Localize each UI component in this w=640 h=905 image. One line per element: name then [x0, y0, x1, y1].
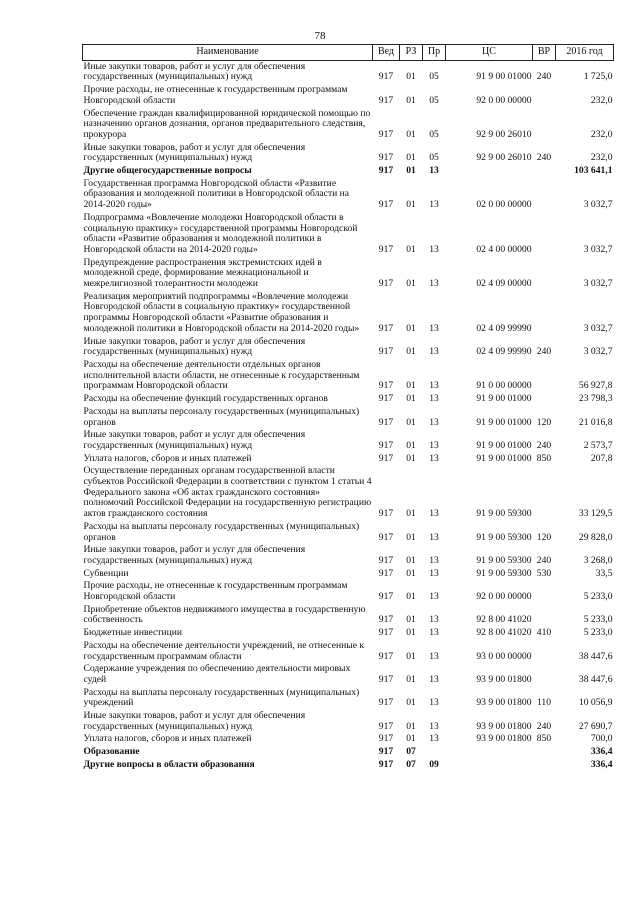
row-cs: 93 9 00 01800	[476, 697, 532, 709]
table-row	[83, 453, 614, 466]
row-name: Прочие расходы, не отнесенные к государственным программам Новгородской области	[83, 84, 348, 106]
row-pr: 13	[429, 733, 439, 745]
row-rz: 01	[406, 733, 416, 745]
row-vr	[533, 393, 556, 406]
row-name: Образование	[83, 746, 140, 758]
row-vr: 240	[536, 554, 552, 566]
row-amount: 2 573,7	[583, 439, 613, 451]
row-cs: 92 8 00 41020	[476, 614, 532, 626]
row-rz: 07	[406, 758, 416, 770]
table-row	[83, 627, 614, 640]
row-vr	[533, 257, 556, 291]
row-ved: 917	[378, 322, 394, 334]
row-ved: 917	[378, 746, 394, 758]
row-ved: 917	[378, 152, 394, 164]
row-cs: 91 9 00 01000	[476, 416, 532, 428]
row-ved: 917	[378, 452, 394, 464]
table-row	[83, 746, 614, 759]
row-vr: 850	[536, 452, 552, 464]
table-row	[83, 291, 614, 336]
row-cs: 02 4 09 99990	[476, 346, 532, 358]
row-amount: 33,5	[595, 567, 613, 579]
row-rz: 07	[406, 746, 416, 758]
row-pr: 05	[429, 71, 439, 83]
row-name: Реализация мероприятий подпрограммы «Вовлечение молодежи Новгородской области в социальную практику» государственной программы Новгородской области «Развитие образования и молодежной политики в Новгородской области на 2014-2020 годы»	[83, 290, 360, 334]
row-pr: 13	[429, 322, 439, 334]
row-name: Расходы на выплаты персоналу государственных (муниципальных) учреждений	[83, 686, 360, 709]
row-cs: 91 9 00 01000	[476, 439, 532, 451]
row-ved: 917	[378, 554, 394, 566]
row-name: Расходы на выплаты персоналу государственных (муниципальных) органов	[83, 520, 360, 543]
table-row	[83, 733, 614, 746]
row-pr: 05	[429, 94, 439, 106]
row-rz: 01	[406, 650, 416, 662]
row-pr: 13	[429, 673, 439, 685]
row-pr: 13	[429, 346, 439, 358]
row-vr: 240	[536, 346, 552, 358]
table-row	[83, 465, 614, 521]
table-header	[83, 45, 614, 61]
row-rz: 01	[406, 322, 416, 334]
row-ved: 917	[378, 416, 394, 428]
row-pr: 13	[429, 697, 439, 709]
row-rz: 01	[406, 452, 416, 464]
row-ved: 917	[378, 508, 394, 520]
row-vr	[533, 465, 556, 521]
row-amount: 232,0	[590, 152, 613, 164]
row-name: Осуществление переданных органам государственной власти субъектов Российской Федерации в соответствии с пунктом 1 статьи 4 Федерального закона «Об актах гражданского состояния» полномочий Российской Федерации на государственную регистрацию актов гражданского состояния	[83, 465, 372, 520]
row-amount: 33 129,5	[578, 508, 613, 520]
row-name: Иные закупки товаров, работ и услуг для обеспечения государственных (муниципальных) нужд	[83, 141, 306, 164]
table-row	[83, 544, 614, 567]
table-row	[83, 406, 614, 429]
table-row	[83, 580, 614, 603]
row-rz: 01	[406, 243, 416, 255]
row-ved: 917	[378, 733, 394, 745]
row-cs: 92 9 00 26010	[476, 128, 532, 140]
row-rz: 01	[406, 591, 416, 603]
row-name: Обеспечение граждан квалифицированной юридической помощью по назначению органов дознания, органов предварительного следствия, прокурора	[83, 107, 371, 140]
row-vr: 110	[536, 697, 552, 709]
row-rz: 01	[406, 697, 416, 709]
row-name: Другие вопросы в области образования	[83, 758, 255, 770]
row-rz: 01	[406, 380, 416, 392]
row-cs: 91 9 00 59300	[476, 554, 532, 566]
row-name: Иные закупки товаров, работ и услуг для обеспечения государственных (муниципальных) нужд	[83, 544, 306, 566]
row-rz: 01	[406, 152, 416, 164]
row-vr	[533, 108, 556, 142]
row-amount: 5 233,0	[583, 591, 613, 603]
row-vr	[533, 663, 556, 686]
row-cs: 93 9 00 01800	[476, 673, 532, 685]
row-cs: 02 0 00 00000	[476, 199, 532, 211]
row-amount: 38 447,6	[578, 650, 613, 662]
table-row	[83, 687, 614, 710]
row-pr: 13	[429, 439, 439, 451]
row-pr: 13	[429, 554, 439, 566]
row-rz: 01	[406, 278, 416, 290]
table-row	[83, 84, 614, 107]
row-amount: 5 233,0	[583, 627, 613, 639]
row-cs	[446, 759, 533, 772]
table-row	[83, 604, 614, 627]
row-amount: 10 056,9	[578, 697, 613, 709]
row-pr: 13	[429, 416, 439, 428]
row-vr: 530	[536, 567, 552, 579]
table-row	[83, 663, 614, 686]
row-vr: 850	[536, 733, 552, 745]
row-cs: 92 8 00 41020	[476, 627, 532, 639]
row-cs: 02 4 00 00000	[476, 243, 532, 255]
row-name: Содержание учреждения по обеспечению деятельности мировых судей	[83, 663, 351, 685]
row-rz: 01	[406, 554, 416, 566]
row-amount: 700,0	[590, 733, 613, 745]
row-vr	[533, 165, 556, 178]
row-ved: 917	[378, 165, 394, 177]
row-ved: 917	[378, 697, 394, 709]
table-row	[83, 142, 614, 165]
table-row	[83, 640, 614, 663]
row-rz: 01	[406, 531, 416, 543]
budget-table	[82, 44, 614, 772]
row-amount: 336,4	[590, 746, 613, 758]
row-vr	[533, 212, 556, 257]
row-rz: 01	[406, 614, 416, 626]
table-row	[83, 521, 614, 544]
row-name: Государственная программа Новгородской области «Развитие образования и молодежной политики в Новгородской области на 2014-2020 годы»	[83, 177, 350, 211]
row-cs: 02 4 09 00000	[476, 278, 532, 290]
row-name: Расходы на обеспечение деятельности отдельных органов исполнительной власти области, не отнесенные к государственным программам Новгородской области	[83, 358, 360, 392]
row-name: Уплата налогов, сборов и иных платежей	[83, 452, 252, 464]
row-pr: 09	[429, 758, 439, 770]
row-vr	[533, 178, 556, 212]
row-cs: 91 9 00 01000	[476, 393, 532, 405]
table-row	[83, 359, 614, 393]
row-cs: 91 0 00 00000	[476, 380, 532, 392]
row-cs: 93 9 00 01800	[476, 733, 532, 745]
row-rz: 01	[406, 720, 416, 732]
row-rz: 01	[406, 393, 416, 405]
row-pr	[423, 746, 446, 759]
row-amount: 56 927,8	[578, 380, 613, 392]
row-name: Уплата налогов, сборов и иных платежей	[83, 733, 252, 745]
header-cs: ЦС	[446, 45, 533, 61]
row-vr	[533, 759, 556, 772]
row-rz: 01	[406, 673, 416, 685]
row-vr: 240	[536, 152, 552, 164]
row-pr: 13	[429, 380, 439, 392]
row-name: Бюджетные инвестиции	[83, 627, 182, 639]
row-name: Подпрограмма «Вовлечение молодежи Новгородской области в социальную практику» государственной программы Новгородской области «Развитие образования и молодежной политики в Новгородской области на 2014-2020 годы»	[83, 211, 358, 255]
row-pr: 13	[429, 278, 439, 290]
row-amount: 3 032,7	[583, 243, 613, 255]
table-row	[83, 710, 614, 733]
row-vr	[533, 84, 556, 107]
row-rz: 01	[406, 416, 416, 428]
row-vr	[533, 746, 556, 759]
row-ved: 917	[378, 380, 394, 392]
row-pr: 13	[429, 627, 439, 639]
row-amount: 29 828,0	[578, 531, 613, 543]
row-ved: 917	[378, 243, 394, 255]
row-cs	[446, 165, 533, 178]
row-cs: 92 9 00 26010	[476, 152, 532, 164]
header-ved: Вед	[373, 45, 400, 61]
row-vr	[533, 580, 556, 603]
row-ved: 917	[378, 531, 394, 543]
row-name: Расходы на обеспечение деятельности учреждений, не отнесенные к государственным программам области	[83, 639, 365, 662]
row-cs: 91 9 00 59300	[476, 531, 532, 543]
row-amount: 5 233,0	[583, 614, 613, 626]
row-amount: 103 641,1	[574, 165, 613, 177]
table-row	[83, 759, 614, 772]
row-cs: 93 0 00 00000	[476, 650, 532, 662]
row-pr: 13	[429, 508, 439, 520]
row-cs: 93 9 00 01800	[476, 720, 532, 732]
row-pr: 13	[429, 591, 439, 603]
row-amount: 1 725,0	[583, 71, 613, 83]
row-rz: 01	[406, 567, 416, 579]
row-vr	[533, 359, 556, 393]
row-amount: 336,4	[590, 758, 613, 770]
row-ved: 917	[378, 567, 394, 579]
table-row	[83, 568, 614, 581]
row-rz: 01	[406, 128, 416, 140]
row-rz: 01	[406, 508, 416, 520]
row-vr	[533, 640, 556, 663]
row-ved: 917	[378, 650, 394, 662]
row-amount: 3 032,7	[583, 199, 613, 211]
row-name: Иные закупки товаров, работ и услуг для обеспечения государственных (муниципальных) нужд	[83, 335, 306, 358]
row-pr: 13	[429, 720, 439, 732]
header-pr: Пр	[423, 45, 446, 61]
table-row	[83, 165, 614, 178]
row-ved: 917	[378, 278, 394, 290]
row-vr	[533, 291, 556, 336]
row-cs: 91 9 00 01000	[476, 452, 532, 464]
row-amount: 3 032,7	[583, 346, 613, 358]
row-vr: 240	[536, 439, 552, 451]
table-row	[83, 108, 614, 142]
row-ved: 917	[378, 393, 394, 405]
table-row	[83, 60, 614, 84]
row-pr: 13	[429, 393, 439, 405]
row-rz: 01	[406, 165, 416, 177]
row-ved: 917	[378, 614, 394, 626]
table-row	[83, 178, 614, 212]
row-pr: 13	[429, 614, 439, 626]
row-pr: 13	[429, 199, 439, 211]
table-row	[83, 429, 614, 452]
header-amount: 2016 год	[556, 45, 614, 61]
row-name: Другие общегосударственные вопросы	[83, 165, 252, 177]
row-pr: 13	[429, 452, 439, 464]
row-ved: 917	[378, 94, 394, 106]
row-amount: 232,0	[590, 94, 613, 106]
row-vr	[533, 604, 556, 627]
row-ved: 917	[378, 627, 394, 639]
table-body	[83, 60, 614, 771]
table-row	[83, 393, 614, 406]
row-amount: 3 268,0	[583, 554, 613, 566]
row-cs: 91 9 00 01000	[476, 71, 532, 83]
row-pr: 05	[429, 128, 439, 140]
table-row	[83, 212, 614, 257]
row-amount: 23 798,3	[578, 393, 613, 405]
row-ved: 917	[378, 439, 394, 451]
row-name: Иные закупки товаров, работ и услуг для обеспечения государственных (муниципальных) нужд	[83, 429, 306, 451]
row-name: Приобретение объектов недвижимого имущества в государственную собственность	[83, 603, 366, 626]
table-row	[83, 257, 614, 291]
row-name: Иные закупки товаров, работ и услуг для обеспечения государственных (муниципальных) нужд	[83, 710, 306, 732]
row-amount: 27 690,7	[578, 720, 613, 732]
row-cs: 91 9 00 59300	[476, 567, 532, 579]
row-rz: 01	[406, 71, 416, 83]
row-pr: 13	[429, 650, 439, 662]
row-vr: 120	[536, 531, 552, 543]
row-pr: 13	[429, 243, 439, 255]
row-rz: 01	[406, 94, 416, 106]
row-cs	[446, 746, 533, 759]
row-pr: 05	[429, 152, 439, 164]
row-amount: 3 032,7	[583, 322, 613, 334]
row-cs: 02 4 09 99990	[476, 322, 532, 334]
row-pr: 13	[429, 567, 439, 579]
row-pr: 13	[429, 165, 439, 177]
row-name: Иные закупки товаров, работ и услуг для обеспечения государственных (муниципальных) нужд	[83, 60, 306, 83]
row-cs: 92 0 00 00000	[476, 591, 532, 603]
row-cs: 92 0 00 00000	[476, 94, 532, 106]
row-amount: 207,8	[590, 452, 613, 464]
row-name: Предупреждение распространения экстремистских идей в молодежной среде, формирование межнациональной и межрелигиозной толерантности молодежи	[83, 256, 322, 290]
row-ved: 917	[378, 128, 394, 140]
row-amount: 38 447,6	[578, 673, 613, 685]
header-vr: ВР	[533, 45, 556, 61]
row-vr: 410	[536, 627, 552, 639]
row-rz: 01	[406, 199, 416, 211]
row-rz: 01	[406, 627, 416, 639]
header-rz: РЗ	[400, 45, 423, 61]
row-ved: 917	[378, 346, 394, 358]
row-name: Расходы на обеспечение функций государственных органов	[83, 393, 328, 405]
row-amount: 232,0	[590, 128, 613, 140]
row-name: Субвенции	[83, 567, 129, 579]
row-amount: 21 016,8	[578, 416, 613, 428]
row-name: Прочие расходы, не отнесенные к государственным программам Новгородской области	[83, 580, 348, 603]
row-ved: 917	[378, 199, 394, 211]
row-cs: 91 9 00 59300	[476, 508, 532, 520]
header-name: Наименование	[83, 45, 373, 61]
row-ved: 917	[378, 71, 394, 83]
row-pr: 13	[429, 531, 439, 543]
row-vr: 240	[536, 71, 552, 83]
row-ved: 917	[378, 673, 394, 685]
page-number: 78	[314, 30, 326, 42]
row-amount: 3 032,7	[583, 278, 613, 290]
row-vr: 240	[536, 720, 552, 732]
row-rz: 01	[406, 439, 416, 451]
row-ved: 917	[378, 591, 394, 603]
row-name: Расходы на выплаты персоналу государственных (муниципальных) органов	[83, 405, 360, 428]
row-ved: 917	[378, 758, 394, 770]
row-rz: 01	[406, 346, 416, 358]
table-row	[83, 336, 614, 359]
row-vr: 120	[536, 416, 552, 428]
row-ved: 917	[378, 720, 394, 732]
